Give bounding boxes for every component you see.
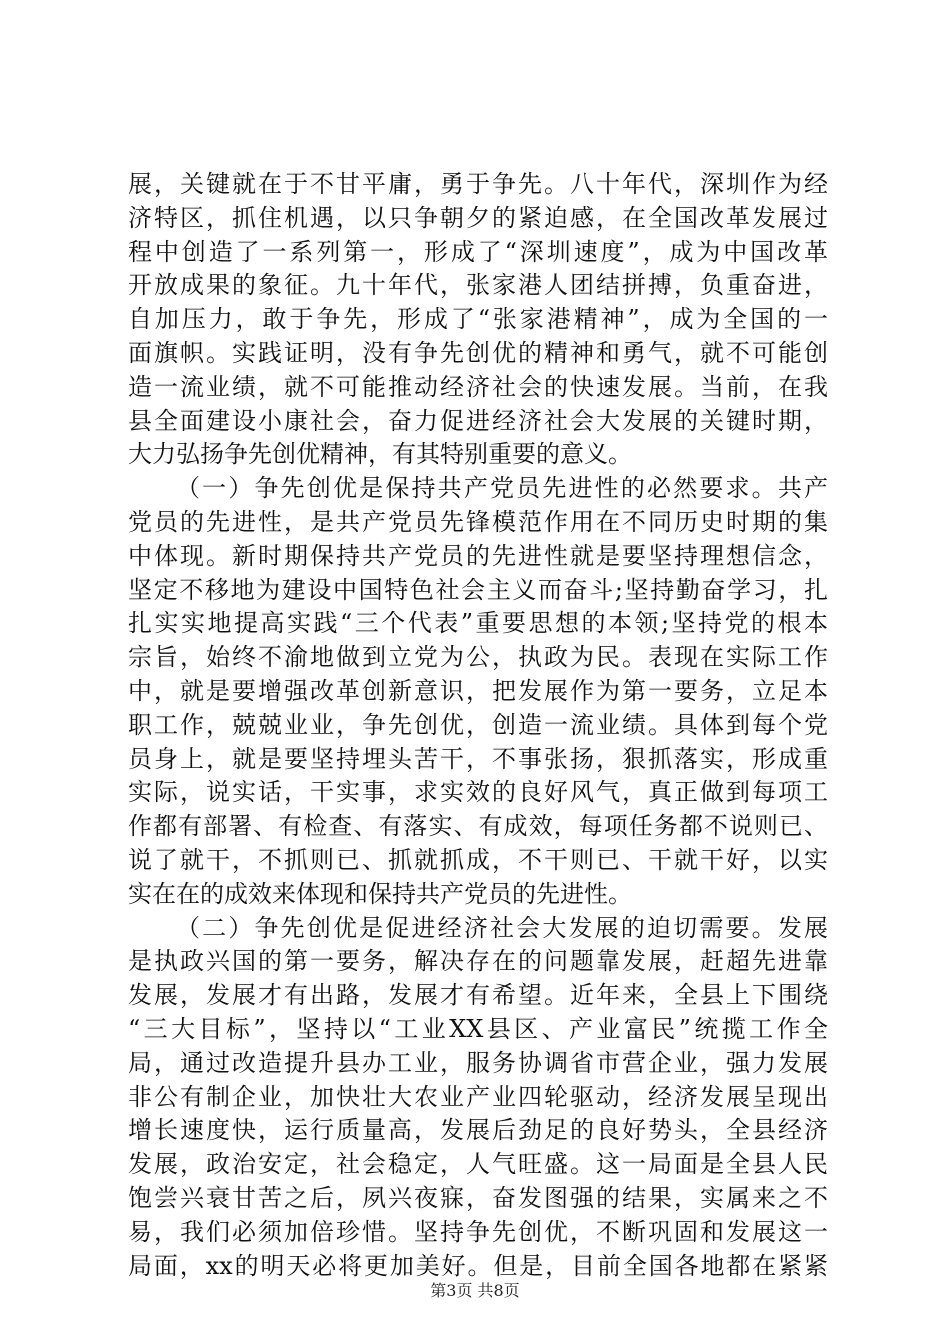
text-line: 面旗帜。实践证明，没有争先创优的精神和勇气，就不可能创 [128, 338, 828, 367]
text-line: 县全面建设小康社会，奋力促进经济社会大发展的关键时期， [128, 406, 828, 435]
text-line: 造一流业绩，就不可能推动经济社会的快速发展。当前，在我 [128, 372, 828, 401]
text-line: 员身上，就是要坚持埋头苦干，不事张扬，狠抓落实，形成重 [128, 744, 828, 773]
text-line: 大力弘扬争先创优精神，有其特别重要的意义。 [128, 440, 632, 469]
text-line: 易，我们必须加倍珍惜。坚持争先创优，不断巩固和发展这一 [128, 1217, 828, 1246]
body-text [128, 168, 828, 1283]
text-line: 发展，发展才有出路，发展才有希望。近年来，全县上下围绕 [128, 981, 828, 1010]
text-line: 开放成果的象征。九十年代，张家港人团结拼搏，负重奋进， [128, 271, 828, 300]
text-line: 说了就干，不抓则已、抓就抓成，不干则已、干就干好，以实 [128, 845, 828, 874]
text-line: 宗旨，始终不渝地做到立党为公，执政为民。表现在实际工作 [128, 643, 828, 672]
text-line: 作都有部署、有检查、有落实、有成效，每项任务都不说则已、 [128, 812, 828, 841]
section-heading-line: （一）争先创优是保持共产党员先进性的必然要求。共产 [176, 474, 828, 503]
text-line: 中体现。新时期保持共产党员的先进性就是要坚持理想信念， [128, 541, 828, 570]
page-number-footer: 第3页 共8页 [430, 1281, 520, 1300]
text-line: 展，关键就在于不甘平庸，勇于争先。八十年代，深圳作为经 [128, 170, 828, 198]
text-line: 党员的先进性，是共产党员先锋模范作用在不同历史时期的集 [128, 507, 828, 536]
section-heading-line: （二）争先创优是促进经济社会大发展的迫切需要。发展 [176, 913, 828, 942]
text-line: 扎实实地提高实践“三个代表”重要思想的本领;坚持党的根本 [128, 609, 828, 638]
text-line: 职工作，兢兢业业，争先创优，创造一流业绩。具体到每个党 [128, 710, 828, 739]
text-line: 局，通过改造提升县办工业，服务协调省市营企业，强力发展 [128, 1048, 828, 1077]
text-line: 饱尝兴衰甘苦之后，夙兴夜寐，奋发图强的结果，实属来之不 [128, 1183, 828, 1212]
text-line: 发展，政治安定，社会稳定，人气旺盛。这一局面是全县人民 [128, 1150, 828, 1179]
text-line: 实在在的成效来体现和保持共产党员的先进性。 [128, 879, 632, 908]
text-line: 实际，说实话，干实事，求实效的良好风气，真正做到每项工 [128, 778, 828, 807]
text-line: 局面，xx的明天必将更加美好。但是，目前全国各地都在紧紧 [128, 1251, 828, 1280]
text-line: 自加压力，敢于争先，形成了“张家港精神”，成为全国的一 [128, 305, 828, 334]
text-line: 济特区，抓住机遇，以只争朝夕的紧迫感，在全国改革发展过 [128, 203, 828, 232]
text-line: 非公有制企业，加快壮大农业产业四轮驱动，经济发展呈现出 [128, 1082, 828, 1111]
text-line: 中，就是要增强改革创新意识，把发展作为第一要务，立足本 [128, 676, 828, 705]
text-line: “三大目标”，坚持以“工业XX县区、产业富民”统揽工作全 [128, 1014, 828, 1043]
text-line: 程中创造了一系列第一，形成了“深圳速度”，成为中国改革 [128, 237, 828, 266]
text-line: 是执政兴国的第一要务，解决存在的问题靠发展，赶超先进靠 [128, 947, 828, 976]
text-line: 增长速度快，运行质量高，发展后劲足的良好势头，全县经济 [128, 1116, 828, 1145]
text-line: 坚定不移地为建设中国特色社会主义而奋斗;坚持勤奋学习，扎 [128, 575, 828, 604]
